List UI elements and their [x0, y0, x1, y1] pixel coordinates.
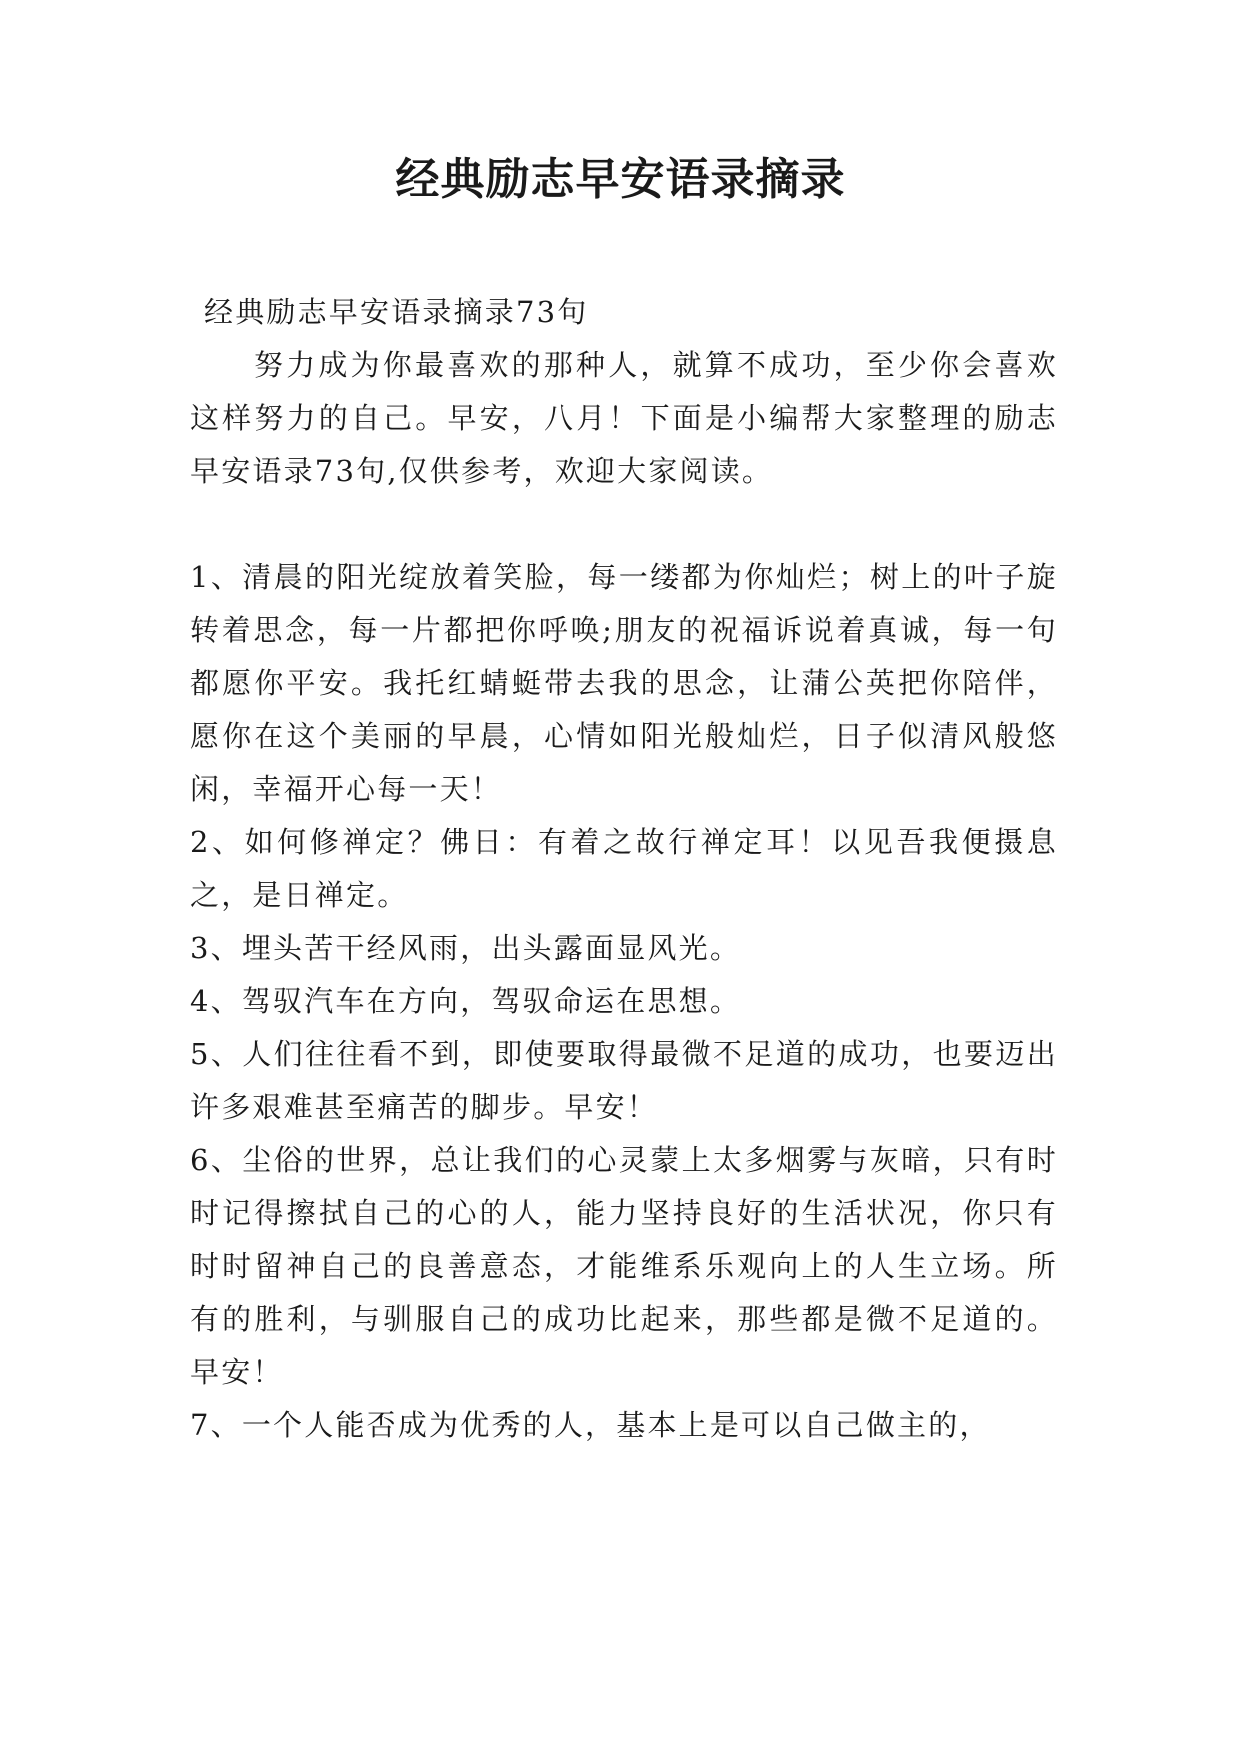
quote-item-7: 7、一个人能否成为优秀的人，基本上是可以自己做主的，	[190, 1408, 991, 1442]
document-subtitle: 经典励志早安语录摘录73句	[204, 295, 589, 329]
document-title: 经典励志早安语录摘录	[395, 154, 846, 205]
quote-item-4: 4、驾驭汽车在方向，驾驭命运在思想。	[190, 984, 742, 1018]
document-body	[190, 286, 1058, 1452]
intro-paragraph: 努力成为你最喜欢的那种人，就算不成功，至少你会喜欢这样努力的自己。早安，八月！下面是小编帮大家整理的励志早安语录73句,仅供参考，欢迎大家阅读。	[190, 348, 1058, 488]
quote-item-6: 6、尘俗的世界，总让我们的心灵蒙上太多烟雾与灰暗，只有时时记得擦拭自己的心的人，能力坚持良好的生活状况，你只有时时留神自己的良善意态，才能维系乐观向上的人生立场。所有的胜利，与驯服自己的成功比起来，那些都是微不足道的。早安！	[190, 1143, 1058, 1389]
quote-item-3: 3、埋头苦干经风雨，出头露面显风光。	[190, 931, 742, 965]
quote-item-5: 5、人们往往看不到，即使要取得最微不足道的成功，也要迈出许多艰难甚至痛苦的脚步。早安！	[190, 1037, 1058, 1124]
quote-item-1: 1、清晨的阳光绽放着笑脸，每一缕都为你灿烂；树上的叶子旋转着思念，每一片都把你呼唤;朋友的祝福诉说着真诚，每一句都愿你平安。我托红蜻蜓带去我的思念，让蒲公英把你陪伴，愿你在这个美丽的早晨，心情如阳光般灿烂，日子似清风般悠闲，幸福开心每一天！	[190, 560, 1058, 806]
paragraph-spacer	[190, 498, 1058, 551]
quote-item-2: 2、如何修禅定？佛日：有着之故行禅定耳！以见吾我便摄息之，是日禅定。	[190, 825, 1058, 912]
